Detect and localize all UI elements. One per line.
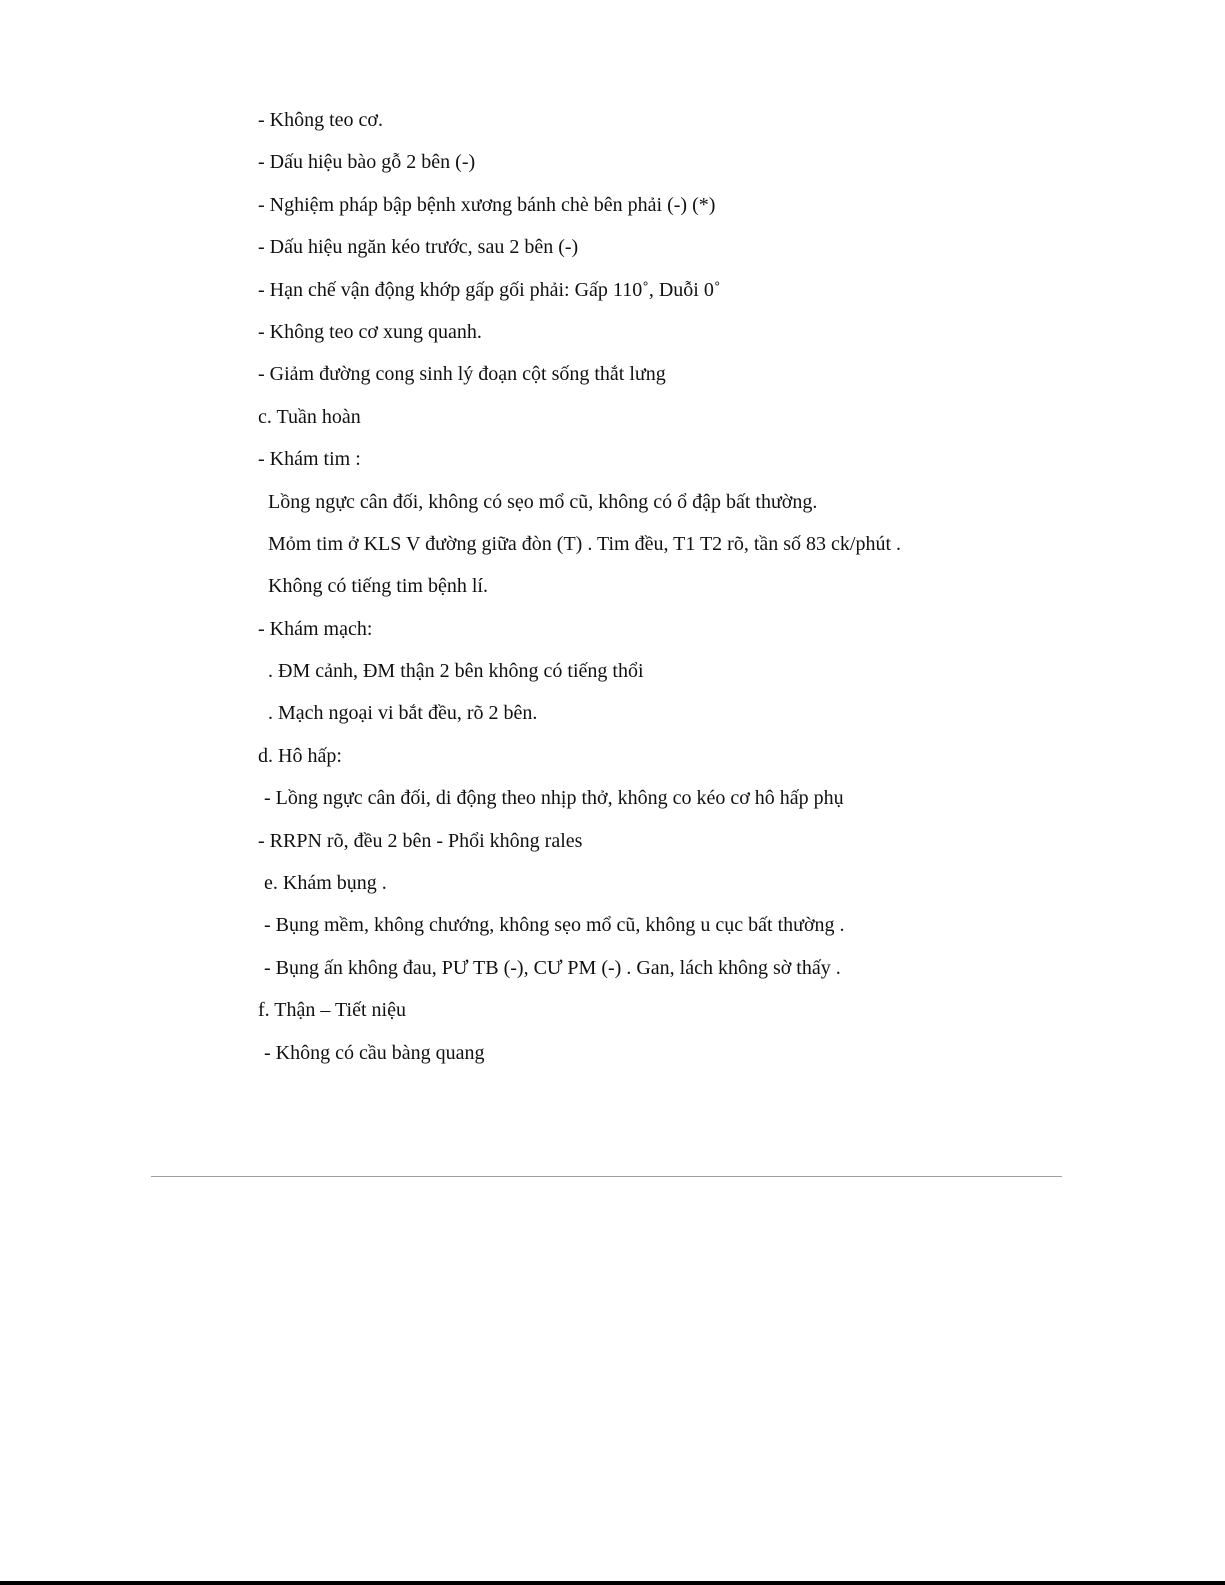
text-line: - Khám mạch: bbox=[258, 617, 373, 640]
text-line: - Hạn chế vận động khớp gấp gối phải: Gấp 110˚, Duỗi 0˚ bbox=[258, 278, 721, 301]
text-line: Lồng ngực cân đối, không có sẹo mổ cũ, không có ổ đập bất thường. bbox=[268, 490, 818, 513]
text-line: - RRPN rõ, đều 2 bên - Phổi không rales bbox=[258, 829, 583, 852]
text-line: Không có tiếng tim bệnh lí. bbox=[268, 575, 488, 598]
text-line: - Nghiệm pháp bập bệnh xương bánh chè bên phải (-) (*) bbox=[258, 193, 716, 216]
text-line: . Mạch ngoại vi bắt đều, rõ 2 bên. bbox=[268, 702, 538, 725]
text-line: - Dấu hiệu bào gỗ 2 bên (-) bbox=[258, 151, 476, 174]
section-heading: f. Thận – Tiết niệu bbox=[258, 999, 406, 1022]
section-heading: d. Hô hấp: bbox=[258, 744, 342, 767]
document-body bbox=[258, 104, 1058, 1079]
text-line: - Khám tim : bbox=[258, 448, 361, 471]
section-heading: e. Khám bụng . bbox=[264, 872, 387, 895]
text-line: - Không teo cơ xung quanh. bbox=[258, 320, 482, 343]
text-line: - Dấu hiệu ngăn kéo trước, sau 2 bên (-) bbox=[258, 236, 579, 259]
text-line: Mỏm tim ở KLS V đường giữa đòn (T) . Tim đều, T1 T2 rõ, tần số 83 ck/phút . bbox=[268, 532, 902, 555]
section-heading: c. Tuần hoàn bbox=[258, 405, 361, 428]
text-line: - Không có cầu bàng quang bbox=[264, 1041, 485, 1064]
text-line: - Bụng mềm, không chướng, không sẹo mổ cũ, không u cục bất thường . bbox=[264, 914, 845, 937]
text-line: - Giảm đường cong sinh lý đoạn cột sống thắt lưng bbox=[258, 363, 666, 386]
page-bottom-edge bbox=[0, 1581, 1225, 1585]
text-line: . ĐM cảnh, ĐM thận 2 bên không có tiếng thổi bbox=[268, 660, 644, 683]
text-line: - Không teo cơ. bbox=[258, 109, 383, 131]
text-line: - Bụng ấn không đau, PƯ TB (-), CƯ PM (-) . Gan, lách không sờ thấy . bbox=[264, 956, 841, 979]
page-divider bbox=[151, 1176, 1062, 1177]
text-line: - Lồng ngực cân đối, di động theo nhịp thở, không co kéo cơ hô hấp phụ bbox=[264, 787, 844, 810]
